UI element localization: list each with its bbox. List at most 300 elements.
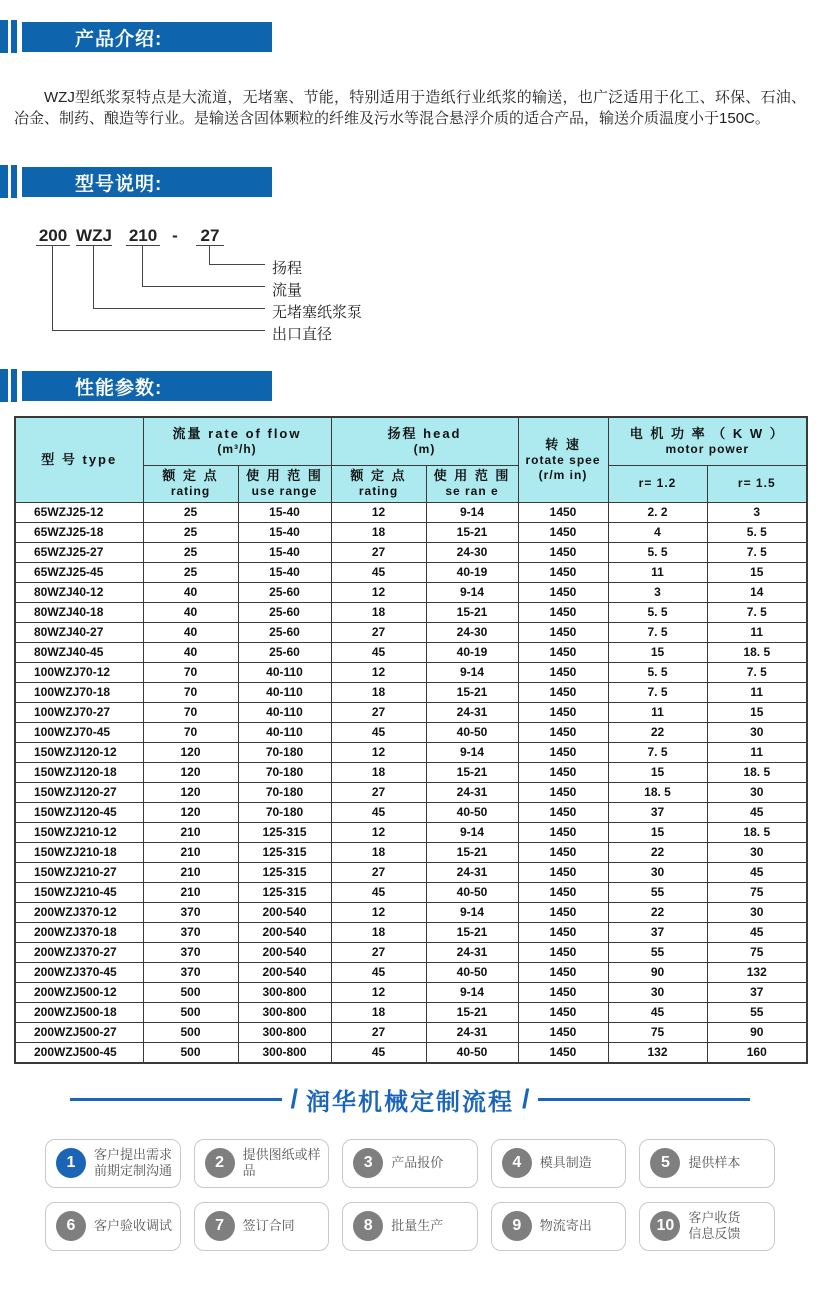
step-label: 物流寄出 — [539, 1218, 592, 1233]
value-cell: 210 — [143, 862, 238, 882]
value-cell: 55 — [608, 882, 707, 902]
value-cell: 1450 — [518, 982, 608, 1002]
model-cell: 150WZJ120-45 — [15, 802, 143, 822]
table-row — [15, 642, 807, 662]
flow-title-line-left — [70, 1098, 282, 1101]
value-cell: 132 — [707, 962, 807, 982]
value-cell: 27 — [331, 862, 426, 882]
model-cell: 150WZJ120-18 — [15, 762, 143, 782]
value-cell: 45 — [331, 722, 426, 742]
flow-step-card — [491, 1202, 627, 1251]
value-cell: 1450 — [518, 622, 608, 642]
value-cell: 70 — [143, 662, 238, 682]
value-cell: 45 — [331, 562, 426, 582]
value-cell: 9-14 — [426, 582, 518, 602]
col-header-r12: r= 1.2 — [608, 465, 707, 502]
table-row — [15, 902, 807, 922]
model-cell: 150WZJ120-27 — [15, 782, 143, 802]
step-label: 签订合同 — [242, 1218, 295, 1233]
step-number-badge: 7 — [205, 1211, 235, 1241]
value-cell: 27 — [331, 622, 426, 642]
value-cell: 1450 — [518, 922, 608, 942]
banner-stripe — [0, 20, 8, 53]
step-label: 客户收货 信息反馈 — [688, 1210, 741, 1241]
value-cell: 15-40 — [238, 522, 331, 542]
value-cell: 70-180 — [238, 802, 331, 822]
value-cell: 1450 — [518, 942, 608, 962]
value-cell: 12 — [331, 822, 426, 842]
value-cell: 500 — [143, 1002, 238, 1022]
value-cell: 37 — [608, 802, 707, 822]
value-cell: 40-50 — [426, 802, 518, 822]
value-cell: 15-40 — [238, 502, 331, 522]
value-cell: 9-14 — [426, 742, 518, 762]
table-row — [15, 662, 807, 682]
value-cell: 120 — [143, 762, 238, 782]
value-cell: 40 — [143, 582, 238, 602]
col-header-head-group: 扬程 head (m) — [331, 417, 518, 465]
value-cell: 40-19 — [426, 642, 518, 662]
table-row — [15, 962, 807, 982]
value-cell: 15 — [608, 762, 707, 782]
value-cell: 90 — [707, 1022, 807, 1042]
table-row — [15, 842, 807, 862]
section-header-model — [0, 165, 820, 198]
flow-title-row — [0, 1082, 820, 1117]
value-cell: 1450 — [518, 1022, 608, 1042]
value-cell: 40-50 — [426, 962, 518, 982]
value-cell: 27 — [331, 782, 426, 802]
model-title: 型号说明: — [75, 173, 163, 195]
value-cell: 24-31 — [426, 702, 518, 722]
banner-stripe — [11, 369, 17, 402]
value-cell: 300-800 — [238, 1022, 331, 1042]
value-cell: 1450 — [518, 742, 608, 762]
value-cell: 200-540 — [238, 902, 331, 922]
step-number-badge: 8 — [353, 1211, 383, 1241]
table-row — [15, 762, 807, 782]
value-cell: 9-14 — [426, 982, 518, 1002]
value-cell: 18 — [331, 682, 426, 702]
model-code-diagram — [0, 198, 820, 343]
value-cell: 1450 — [518, 542, 608, 562]
step-number-badge: 5 — [650, 1148, 680, 1178]
value-cell: 75 — [707, 942, 807, 962]
col-header-flow-range: 使 用 范 围 use range — [238, 465, 331, 502]
value-cell: 40-110 — [238, 682, 331, 702]
value-cell: 25 — [143, 542, 238, 562]
model-cell: 200WZJ370-12 — [15, 902, 143, 922]
col-header-power-group: 电 机 功 率 （ K W ） motor power — [608, 417, 807, 465]
flow-title-text: 润华机械定制流程 — [306, 1088, 514, 1116]
flow-step-card — [491, 1139, 627, 1188]
value-cell: 40-19 — [426, 562, 518, 582]
model-cell: 150WZJ120-12 — [15, 742, 143, 762]
value-cell: 120 — [143, 782, 238, 802]
value-cell: 1450 — [518, 762, 608, 782]
model-connector-line — [52, 246, 265, 331]
value-cell: 300-800 — [238, 1002, 331, 1022]
section-header-params — [0, 369, 820, 402]
value-cell: 300-800 — [238, 1042, 331, 1063]
value-cell: 210 — [143, 822, 238, 842]
model-cell: 100WZJ70-18 — [15, 682, 143, 702]
value-cell: 11 — [707, 622, 807, 642]
value-cell: 25 — [143, 562, 238, 582]
value-cell: 1450 — [518, 842, 608, 862]
table-row — [15, 1002, 807, 1022]
flow-step-card — [194, 1202, 330, 1251]
step-label: 批量生产 — [391, 1218, 444, 1233]
value-cell: 18 — [331, 842, 426, 862]
model-code-part: 200 — [36, 226, 70, 246]
value-cell: 12 — [331, 662, 426, 682]
value-cell: 14 — [707, 582, 807, 602]
value-cell: 9-14 — [426, 662, 518, 682]
value-cell: 1450 — [518, 1002, 608, 1022]
step-label: 提供图纸或样 品 — [242, 1147, 321, 1178]
flow-step-card — [342, 1139, 478, 1188]
value-cell: 40-50 — [426, 1042, 518, 1063]
value-cell: 11 — [608, 562, 707, 582]
model-cell: 200WZJ500-18 — [15, 1002, 143, 1022]
step-number-badge: 3 — [353, 1148, 383, 1178]
flow-title-slash: / — [290, 1083, 298, 1114]
value-cell: 25-60 — [238, 602, 331, 622]
value-cell: 15-21 — [426, 682, 518, 702]
value-cell: 210 — [143, 882, 238, 902]
flow-step-card — [45, 1139, 181, 1188]
model-cell: 100WZJ70-45 — [15, 722, 143, 742]
value-cell: 18 — [331, 922, 426, 942]
flow-step-card — [45, 1202, 181, 1251]
model-cell: 65WZJ25-27 — [15, 542, 143, 562]
value-cell: 18 — [331, 522, 426, 542]
value-cell: 18 — [331, 602, 426, 622]
value-cell: 9-14 — [426, 902, 518, 922]
value-cell: 3 — [707, 502, 807, 522]
value-cell: 25 — [143, 522, 238, 542]
flow-step-card — [639, 1202, 775, 1251]
table-row — [15, 982, 807, 1002]
value-cell: 1450 — [518, 682, 608, 702]
table-row — [15, 682, 807, 702]
value-cell: 75 — [707, 882, 807, 902]
step-label: 客户验收调试 — [94, 1218, 173, 1233]
model-cell: 200WZJ500-27 — [15, 1022, 143, 1042]
banner-stripe — [0, 369, 8, 402]
value-cell: 125-315 — [238, 862, 331, 882]
model-cell: 100WZJ70-27 — [15, 702, 143, 722]
step-number-badge: 6 — [56, 1211, 86, 1241]
value-cell: 9-14 — [426, 822, 518, 842]
value-cell: 40 — [143, 622, 238, 642]
value-cell: 210 — [143, 842, 238, 862]
value-cell: 15-21 — [426, 762, 518, 782]
col-header-flow-rating: 额 定 点 rating — [143, 465, 238, 502]
value-cell: 24-31 — [426, 862, 518, 882]
value-cell: 1450 — [518, 802, 608, 822]
value-cell: 9-14 — [426, 502, 518, 522]
value-cell: 12 — [331, 502, 426, 522]
value-cell: 2. 2 — [608, 502, 707, 522]
value-cell: 70-180 — [238, 762, 331, 782]
value-cell: 24-31 — [426, 782, 518, 802]
value-cell: 45 — [331, 882, 426, 902]
value-cell: 370 — [143, 922, 238, 942]
value-cell: 22 — [608, 902, 707, 922]
value-cell: 160 — [707, 1042, 807, 1063]
value-cell: 70 — [143, 682, 238, 702]
value-cell: 7. 5 — [608, 622, 707, 642]
model-cell: 200WZJ370-27 — [15, 942, 143, 962]
value-cell: 55 — [608, 942, 707, 962]
value-cell: 120 — [143, 802, 238, 822]
value-cell: 30 — [707, 722, 807, 742]
spec-table-body — [15, 502, 807, 1063]
banner-stripe — [11, 165, 17, 198]
col-header-r15: r= 1.5 — [707, 465, 807, 502]
step-number-badge: 9 — [502, 1211, 532, 1241]
model-cell: 80WZJ40-18 — [15, 602, 143, 622]
model-cell: 200WZJ500-12 — [15, 982, 143, 1002]
intro-paragraph: WZJ型纸浆泵特点是大流道，无堵塞、节能，特别适用于造纸行业纸浆的输送，也广泛适用于化工、环保、石油、冶金、制药、酿造等行业。是输送含固体颗粒的纤维及污水等混合悬浮介质的适合产品，输送介质温度小于150C。 — [14, 89, 806, 127]
value-cell: 200-540 — [238, 942, 331, 962]
intro-title: 产品介绍: — [75, 28, 163, 50]
step-number-badge: 10 — [650, 1211, 680, 1241]
value-cell: 40-50 — [426, 722, 518, 742]
model-cell: 65WZJ25-12 — [15, 502, 143, 522]
flow-step-card — [194, 1139, 330, 1188]
value-cell: 22 — [608, 842, 707, 862]
model-label-outlet: 出口直径 — [272, 326, 333, 343]
value-cell: 370 — [143, 942, 238, 962]
table-row — [15, 862, 807, 882]
value-cell: 30 — [608, 982, 707, 1002]
model-cell: 200WZJ370-18 — [15, 922, 143, 942]
model-cell: 200WZJ370-45 — [15, 962, 143, 982]
value-cell: 25-60 — [238, 582, 331, 602]
value-cell: 120 — [143, 742, 238, 762]
model-cell: 80WZJ40-27 — [15, 622, 143, 642]
model-cell: 100WZJ70-12 — [15, 662, 143, 682]
flow-step-card — [639, 1139, 775, 1188]
value-cell: 1450 — [518, 522, 608, 542]
params-banner — [22, 371, 272, 401]
value-cell: 3 — [608, 582, 707, 602]
value-cell: 15-40 — [238, 562, 331, 582]
model-cell: 150WZJ210-12 — [15, 822, 143, 842]
value-cell: 40-50 — [426, 882, 518, 902]
value-cell: 27 — [331, 702, 426, 722]
value-cell: 125-315 — [238, 882, 331, 902]
flow-title-line-right — [538, 1098, 750, 1101]
value-cell: 1450 — [518, 662, 608, 682]
value-cell: 40-110 — [238, 662, 331, 682]
model-cell: 80WZJ40-45 — [15, 642, 143, 662]
value-cell: 500 — [143, 1022, 238, 1042]
value-cell: 7. 5 — [707, 602, 807, 622]
step-number-badge: 1 — [56, 1148, 86, 1178]
value-cell: 1450 — [518, 782, 608, 802]
table-row — [15, 622, 807, 642]
value-cell: 1450 — [518, 582, 608, 602]
value-cell: 11 — [608, 702, 707, 722]
params-title: 性能参数: — [75, 377, 163, 399]
table-row — [15, 522, 807, 542]
value-cell: 55 — [707, 1002, 807, 1022]
value-cell: 300-800 — [238, 982, 331, 1002]
value-cell: 24-31 — [426, 942, 518, 962]
value-cell: 37 — [608, 922, 707, 942]
value-cell: 27 — [331, 1022, 426, 1042]
step-label: 提供样本 — [688, 1155, 741, 1170]
value-cell: 18. 5 — [707, 822, 807, 842]
col-header-type: 型 号 type — [15, 417, 143, 502]
value-cell: 1450 — [518, 1042, 608, 1063]
value-cell: 500 — [143, 982, 238, 1002]
table-row — [15, 742, 807, 762]
value-cell: 15-21 — [426, 922, 518, 942]
value-cell: 45 — [707, 802, 807, 822]
value-cell: 24-30 — [426, 542, 518, 562]
value-cell: 24-31 — [426, 1022, 518, 1042]
value-cell: 70 — [143, 722, 238, 742]
value-cell: 11 — [707, 682, 807, 702]
step-number-badge: 2 — [205, 1148, 235, 1178]
value-cell: 12 — [331, 582, 426, 602]
value-cell: 40-110 — [238, 702, 331, 722]
value-cell: 30 — [608, 862, 707, 882]
col-header-flow-group: 流量 rate of flow (m³/h) — [143, 417, 331, 465]
value-cell: 200-540 — [238, 922, 331, 942]
banner-stripe — [0, 165, 8, 198]
value-cell: 70-180 — [238, 742, 331, 762]
value-cell: 5. 5 — [608, 542, 707, 562]
table-row — [15, 822, 807, 842]
value-cell: 200-540 — [238, 962, 331, 982]
step-label: 模具制造 — [539, 1155, 592, 1170]
value-cell: 125-315 — [238, 822, 331, 842]
model-cell: 65WZJ25-45 — [15, 562, 143, 582]
value-cell: 1450 — [518, 502, 608, 522]
value-cell: 1450 — [518, 562, 608, 582]
value-cell: 40-110 — [238, 722, 331, 742]
model-label-flow: 流量 — [272, 282, 303, 299]
model-cell: 150WZJ210-18 — [15, 842, 143, 862]
value-cell: 5. 5 — [608, 602, 707, 622]
table-row — [15, 1042, 807, 1063]
value-cell: 30 — [707, 902, 807, 922]
model-cell: 150WZJ210-27 — [15, 862, 143, 882]
value-cell: 18. 5 — [608, 782, 707, 802]
value-cell: 15-40 — [238, 542, 331, 562]
value-cell: 1450 — [518, 602, 608, 622]
value-cell: 90 — [608, 962, 707, 982]
intro-banner — [22, 22, 272, 52]
value-cell: 5. 5 — [707, 522, 807, 542]
flow-steps — [45, 1139, 775, 1251]
value-cell: 500 — [143, 1042, 238, 1063]
value-cell: 45 — [331, 642, 426, 662]
value-cell: 7. 5 — [608, 682, 707, 702]
value-cell: 18 — [331, 1002, 426, 1022]
value-cell: 45 — [608, 1002, 707, 1022]
value-cell: 5. 5 — [608, 662, 707, 682]
col-header-speed: 转 速 rotate spee (r/m in) — [518, 417, 608, 502]
value-cell: 132 — [608, 1042, 707, 1063]
model-cell: 200WZJ500-45 — [15, 1042, 143, 1063]
spec-table-wrap — [14, 416, 806, 1064]
value-cell: 1450 — [518, 862, 608, 882]
value-cell: 4 — [608, 522, 707, 542]
value-cell: 1450 — [518, 702, 608, 722]
table-row — [15, 1022, 807, 1042]
flow-step-card — [342, 1202, 478, 1251]
table-row — [15, 922, 807, 942]
value-cell: 40 — [143, 642, 238, 662]
model-label-head: 扬程 — [272, 260, 303, 277]
value-cell: 370 — [143, 902, 238, 922]
value-cell: 15 — [707, 562, 807, 582]
value-cell: 18. 5 — [707, 642, 807, 662]
value-cell: 1450 — [518, 902, 608, 922]
value-cell: 12 — [331, 982, 426, 1002]
model-label-pump: 无堵塞纸浆泵 — [272, 304, 363, 321]
model-cell: 150WZJ210-45 — [15, 882, 143, 902]
value-cell: 1450 — [518, 962, 608, 982]
value-cell: 11 — [707, 742, 807, 762]
table-row — [15, 562, 807, 582]
value-cell: 40 — [143, 602, 238, 622]
value-cell: 15-21 — [426, 842, 518, 862]
value-cell: 25 — [143, 502, 238, 522]
value-cell: 125-315 — [238, 842, 331, 862]
value-cell: 75 — [608, 1022, 707, 1042]
model-code-dash: - — [172, 226, 178, 245]
value-cell: 25-60 — [238, 642, 331, 662]
value-cell: 27 — [331, 542, 426, 562]
value-cell: 12 — [331, 742, 426, 762]
table-row — [15, 542, 807, 562]
flow-title-slash: / — [522, 1083, 530, 1114]
value-cell: 70-180 — [238, 782, 331, 802]
model-code-part: WZJ — [76, 226, 112, 245]
table-row — [15, 582, 807, 602]
model-cell: 65WZJ25-18 — [15, 522, 143, 542]
col-header-head-range: 使 用 范 围 se ran e — [426, 465, 518, 502]
table-row — [15, 882, 807, 902]
table-row — [15, 722, 807, 742]
value-cell: 1450 — [518, 722, 608, 742]
value-cell: 15 — [608, 822, 707, 842]
value-cell: 15 — [608, 642, 707, 662]
step-label: 客户提出需求 前期定制沟通 — [94, 1147, 173, 1178]
value-cell: 15-21 — [426, 1002, 518, 1022]
value-cell: 70 — [143, 702, 238, 722]
value-cell: 22 — [608, 722, 707, 742]
value-cell: 25-60 — [238, 622, 331, 642]
table-row — [15, 802, 807, 822]
value-cell: 24-30 — [426, 622, 518, 642]
value-cell: 45 — [331, 1042, 426, 1063]
value-cell: 1450 — [518, 642, 608, 662]
value-cell: 45 — [707, 922, 807, 942]
step-label: 产品报价 — [391, 1155, 444, 1170]
table-row — [15, 702, 807, 722]
value-cell: 15-21 — [426, 522, 518, 542]
banner-stripe — [11, 20, 17, 53]
